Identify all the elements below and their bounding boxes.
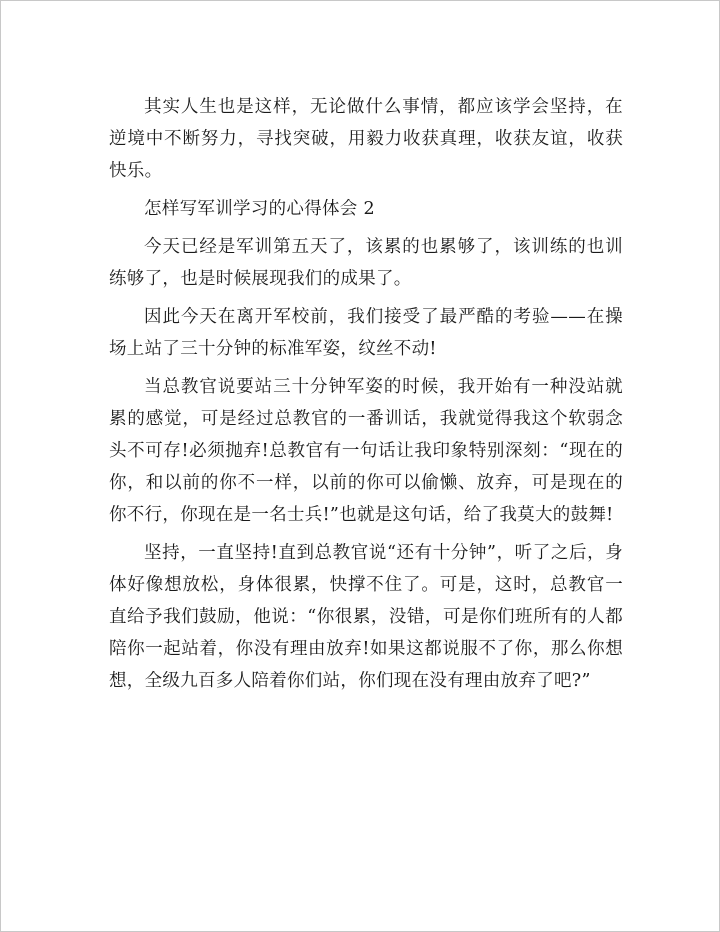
document-body — [109, 91, 623, 703]
paragraph-keep-going: 坚持，一直坚持!直到总教官说“还有十分钟”，听了之后，身体好像想放松，身体很累，快撑不住了。可是，这时，总教官一直给予我们鼓励，他说：“你很累，没错，可是你们班所有的人都陪你一起站着，你没有理由放弃!如果这都说服不了你，那么你想想，全级九百多人陪着你们站，你们现在没有理由放弃了吧?” — [109, 543, 623, 691]
paragraph-test: 因此今天在离开军校前，我们接受了最严酷的考验——在操场上站了三十分钟的标准军姿，纹丝不动! — [109, 307, 623, 359]
paragraph-perseverance: 其实人生也是这样，无论做什么事情，都应该学会坚持，在逆境中不断努力，寻找突破，用毅力收获真理，收获友谊，收获快乐。 — [109, 97, 623, 181]
section-heading: 怎样写军训学习的心得体会 2 — [144, 199, 375, 219]
paragraph-day-five: 今天已经是军训第五天了，该累的也累够了，该训练的也训练够了，也是时候展现我们的成果了。 — [109, 237, 623, 289]
paragraph-chief-instructor: 当总教官说要站三十分钟军姿的时候，我开始有一种没站就累的感觉，可是经过总教官的一番训话，我就觉得我这个软弱念头不可存!必须抛弃!总教官有一句话让我印象特别深刻：“现在的你，和以前的你不一样，以前的你可以偷懒、放弃，可是现在的你不行，你现在是一名士兵!”也就是这句话，给了我莫大的鼓舞! — [109, 377, 623, 525]
